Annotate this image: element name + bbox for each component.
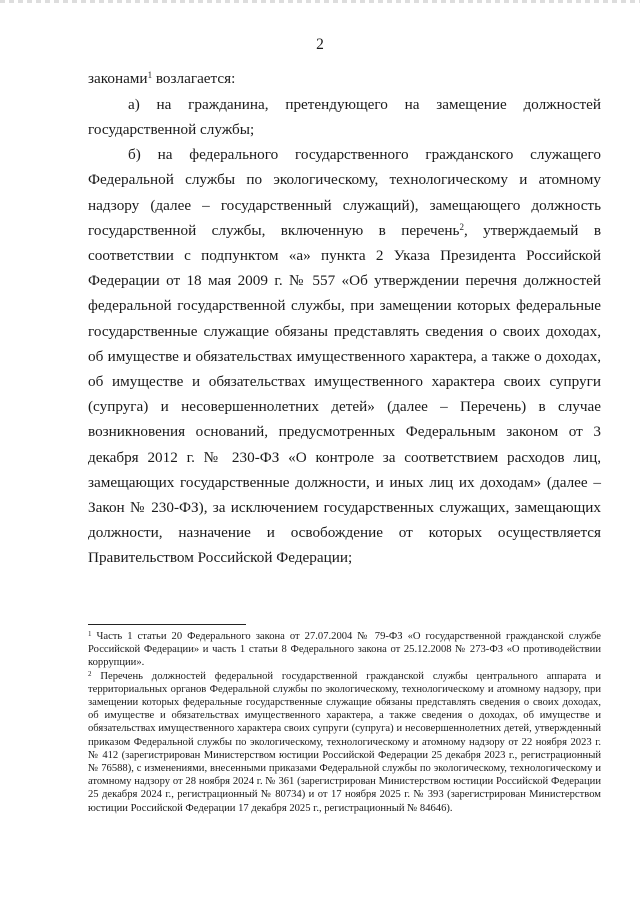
footnote-separator — [88, 624, 246, 625]
page-number: 2 — [316, 36, 324, 53]
footnotes — [88, 630, 601, 815]
footnote-ref-1[interactable]: 1 — [147, 70, 153, 80]
paragraph-item-b — [88, 142, 601, 570]
footnote-mark: 2 — [88, 669, 92, 678]
main-text — [88, 66, 601, 571]
item-b-text: б) на федерального государственного гражданского служащего Федеральной службы по экологическому, технологическому и атомному надзору (далее – государственный служащий), замещающего должность государственной службы, включенную в перечень — [88, 146, 601, 239]
intro-text: законами — [88, 70, 148, 87]
item-b-text-after: , утверждаемый в соответствии с подпунктом «а» пункта 2 Указа Президента Российской Федерации от 18 мая 2009 г. № 557 «Об утверждении перечня должностей федеральной государственной службы, при замещении которых федеральные государственные служащие обязаны представлять сведения о своих доходах, об имуществе и обязательствах имущественного характера, а также о доходах, об имуществе и обязательствах имущественного характера своих супруги (супруга) и несовершеннолетних детей» (далее – Перечень) в случае возникновения оснований, предусмотренных Федеральным законом от 3 декабря 2012 г. № 230-ФЗ «О контроле за соответствием расходов лиц, замещающих государственные должности, и иных лиц их доходам» (далее – Закон № 230-ФЗ), за исключением государственных служащих, замещающих должности, назначение и освобождение от которых осуществляется Правительством Российской Федерации; — [88, 221, 602, 567]
scan-top-edge — [0, 0, 640, 3]
paragraph-item-a: а) на гражданина, претендующего на замещение должностей государственной службы; — [88, 95, 601, 138]
footnote-text: Часть 1 статьи 20 Федерального закона от 27.07.2004 № 79-ФЗ «О государственной гражданской службе Российской Федерации» и часть 1 статьи 8 Федерального закона от 25.12.2008 № 273-ФЗ «О противодействии коррупции». — [88, 631, 601, 669]
footnote-1 — [88, 630, 601, 670]
footnote-ref-2[interactable]: 2 — [459, 221, 464, 232]
footnote-text: Перечень должностей федеральной государственной гражданской службы центрального аппарата и территориальных органов Федеральной службы по экологическому, технологическому и атомному надзору, при замещении которых федеральные государственные служащие обязаны представлять сведения о своих доходах, об имуществе и обязательствах имущественного характера, а также сведения о доходах, об имуществе и обязательствах имущественного характера своих супруги (супруга) и несовершеннолетних детей, утвержденный приказом Федеральной службы по экологическому, технологическому и атомному надзору от 22 ноября 2023 г. № 412 (зарегистрирован Министерством юстиции Российской Федерации 25 декабря 2023 г., регистрационный № 76588), с изменениями, внесенными приказами Федеральной службы по экологическому, технологическому и атомному надзору от 28 ноября 2024 г. № 361 (зарегистрирован Министерством юстиции Российской Федерации 25 декабря 2024 г., регистрационный № 80734) и от 17 ноября 2025 г. № 393 (зарегистрирован Министерством юстиции Российской Федерации 17 декабря 2025 г., регистрационный № 84646). — [88, 670, 601, 814]
paragraph-intro — [88, 66, 601, 91]
footnote-2 — [88, 670, 601, 815]
footnote-mark: 1 — [88, 630, 92, 638]
intro-text-after: возлагается: — [152, 70, 236, 87]
